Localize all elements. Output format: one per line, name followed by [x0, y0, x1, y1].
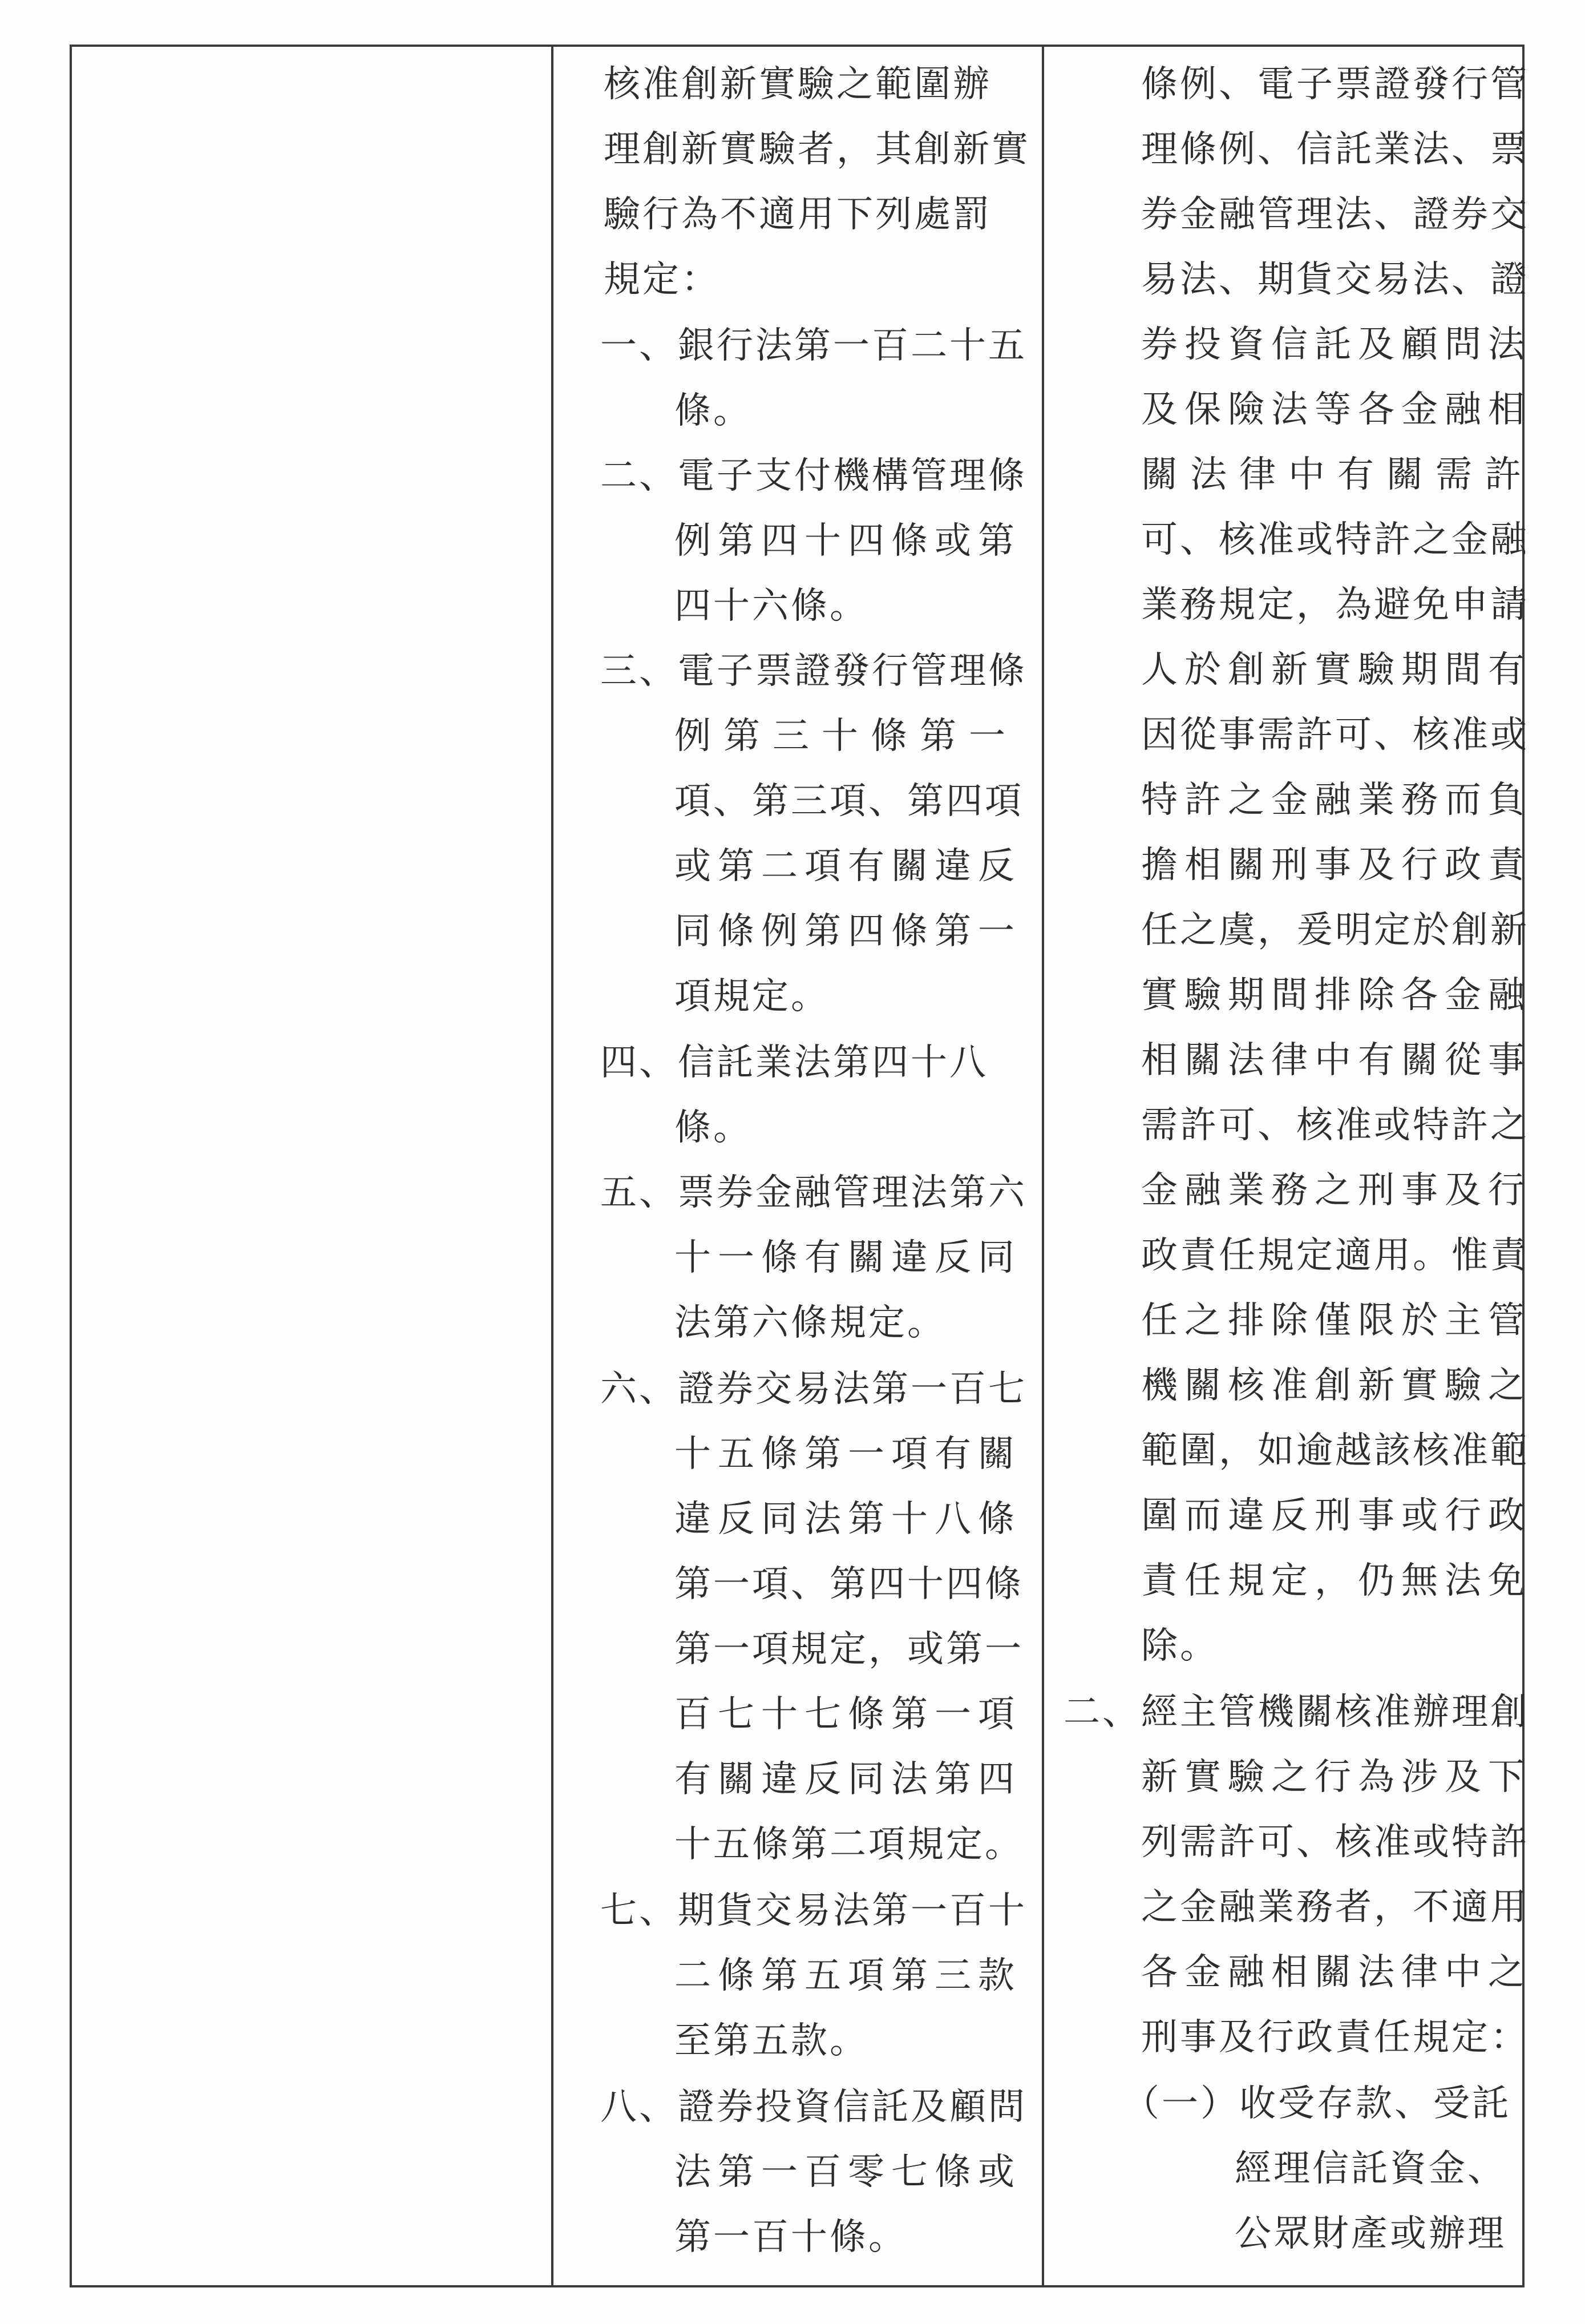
right-column: [1044, 47, 1534, 2285]
right-line: 任之排除僅限於主管: [1141, 1300, 1531, 1342]
middle-line: 條。: [674, 1107, 752, 1149]
middle-line: 驗行為不適用下列處罰: [604, 193, 992, 236]
middle-line: 條。: [674, 390, 752, 432]
right-line: 特許之金融業務而負: [1141, 779, 1531, 821]
middle-line: 第一項、第四十四條: [674, 1563, 1024, 1605]
right-line: 券金融管理法、證券交: [1141, 193, 1529, 236]
right-line: 除。: [1141, 1625, 1219, 1667]
right-line: 實驗期間排除各金融: [1141, 974, 1531, 1016]
right-line: 業務規定，為避免申請: [1141, 584, 1529, 626]
right-line: 新實驗之行為涉及下: [1141, 1756, 1531, 1798]
comparison-table: [70, 45, 1534, 2287]
middle-line: 十五條第二項規定。: [674, 1823, 1024, 1866]
middle-line: 一、銀行法第一百二十五: [600, 325, 1027, 367]
right-line: 機關核准創新實驗之: [1141, 1365, 1531, 1407]
right-line: 範圍，如逾越該核准範: [1141, 1430, 1529, 1472]
right-line: 責任規定，仍無法免: [1141, 1560, 1531, 1602]
middle-line: 四、信託業法第四十八: [600, 1042, 988, 1084]
middle-line: 三、電子票證發行管理條: [600, 650, 1027, 692]
middle-line: 至第五款。: [674, 2020, 868, 2062]
middle-line: 六、證券交易法第一百七: [600, 1368, 1027, 1410]
middle-line: 第一百十條。: [674, 2216, 907, 2258]
right-line: 政責任規定適用。惟責: [1141, 1234, 1529, 1277]
middle-line: 或第二項有關違反: [674, 845, 1021, 887]
right-line: 券投資信託及顧問法: [1141, 324, 1531, 366]
right-line: 及保險法等各金融相: [1141, 389, 1531, 431]
middle-line: 十五條第一項有關: [674, 1433, 1021, 1475]
right-line: 之金融業務者，不適用: [1141, 1886, 1529, 1928]
middle-line: 例第四十四條或第: [674, 520, 1021, 562]
middle-line: 理創新實驗者，其創新實: [604, 128, 1030, 171]
right-line: 理條例、信託業法、票: [1141, 128, 1529, 171]
right-line: 擔相關刑事及行政責: [1141, 844, 1531, 886]
right-line: 經理信託資金、: [1235, 2148, 1506, 2190]
right-line: 可、核准或特許之金融: [1141, 519, 1529, 561]
middle-column: [553, 47, 1042, 2285]
middle-line: 法第一百零七條或: [674, 2151, 1021, 2193]
right-line: 任之虞，爰明定於創新: [1141, 909, 1529, 951]
middle-line: 二、電子支付機構管理條: [600, 455, 1027, 497]
middle-line: 法第六條規定。: [674, 1302, 946, 1344]
middle-line: 四十六條。: [674, 585, 868, 627]
middle-line: 有關違反同法第四: [674, 1758, 1021, 1801]
right-line: 條例、電子票證發行管: [1141, 63, 1529, 106]
middle-line: 規定：: [604, 259, 720, 301]
middle-line: 例第三十條第一: [674, 715, 1018, 757]
middle-line: 核准創新實驗之範圍辦: [604, 63, 992, 106]
right-line: 公眾財產或辦理: [1235, 2213, 1506, 2255]
right-line: 金融業務之刑事及行: [1141, 1169, 1531, 1212]
middle-line: 百七十七條第一項: [674, 1693, 1021, 1736]
right-line: （一）收受存款、受託: [1123, 2083, 1511, 2125]
middle-line: 五、票券金融管理法第六: [600, 1172, 1027, 1214]
middle-line: 項規定。: [674, 975, 830, 1018]
middle-line: 八、證券投資信託及顧問: [600, 2086, 1027, 2128]
right-line: 圍而違反刑事或行政: [1141, 1495, 1531, 1537]
right-line: 易法、期貨交易法、證: [1141, 259, 1529, 301]
middle-line: 二條第五項第三款: [674, 1955, 1021, 1997]
right-line: 相關法律中有關從事: [1141, 1039, 1531, 1082]
right-line: 列需許可、核准或特許: [1141, 1821, 1529, 1863]
right-line: 關法律中有關需許: [1141, 454, 1534, 496]
middle-line: 違反同法第十八條: [674, 1498, 1021, 1540]
middle-line: 第一項規定，或第一: [674, 1628, 1024, 1671]
right-line: 需許可、核准或特許之: [1141, 1104, 1529, 1147]
right-line: 二、經主管機關核准辦理創: [1064, 1691, 1529, 1733]
right-line: 人於創新實驗期間有: [1141, 649, 1531, 691]
right-line: 各金融相關法律中之: [1141, 1951, 1531, 1994]
middle-line: 七、期貨交易法第一百十: [600, 1890, 1027, 1932]
middle-line: 項、第三項、第四項: [674, 780, 1024, 822]
middle-line: 十一條有關違反同: [674, 1237, 1021, 1279]
right-line: 因從事需許可、核准或: [1141, 714, 1529, 756]
middle-line: 同條例第四條第一: [674, 910, 1021, 953]
left-column: [72, 47, 551, 2285]
right-line: 刑事及行政責任規定：: [1141, 2016, 1529, 2059]
